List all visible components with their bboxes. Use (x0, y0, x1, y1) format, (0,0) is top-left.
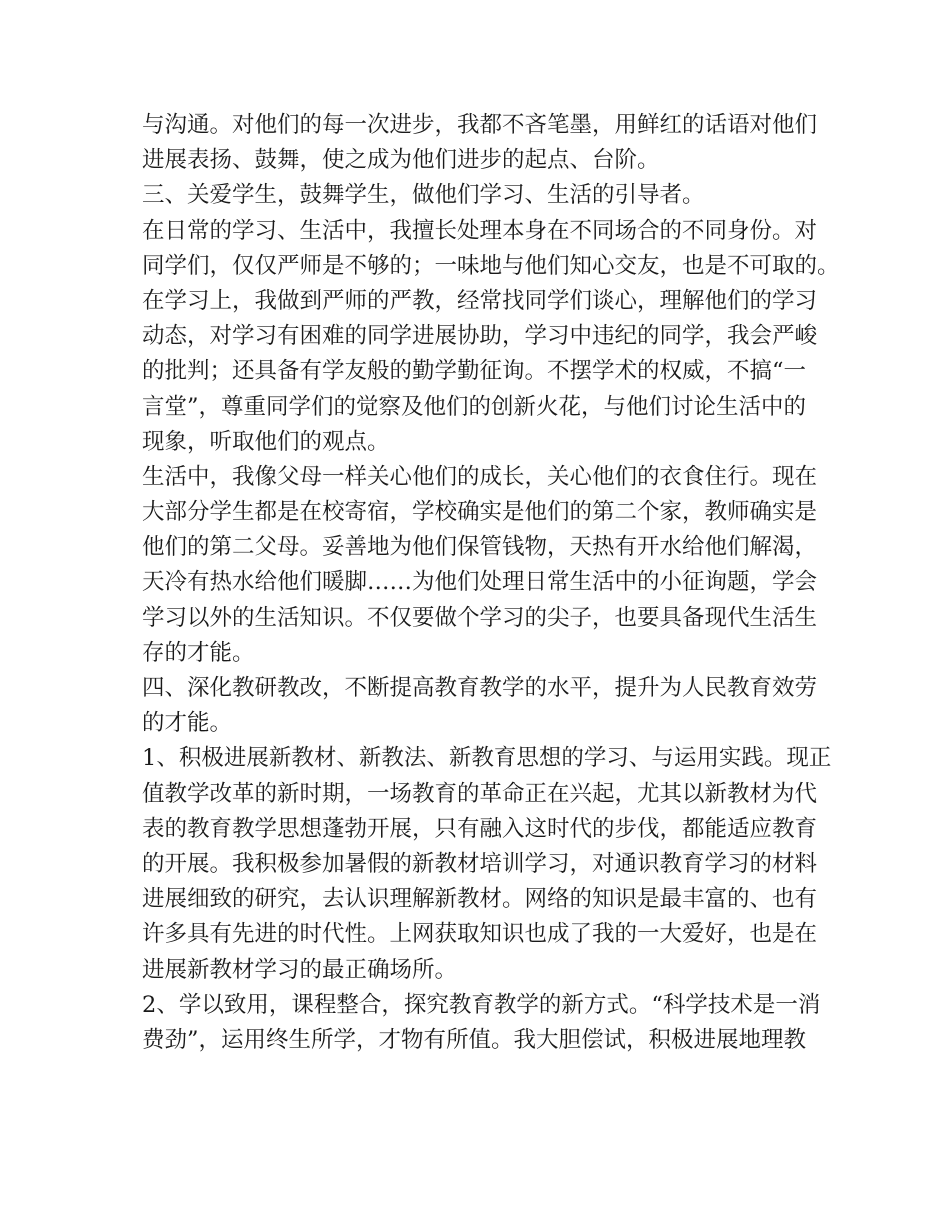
text-line: 的批判；还具备有学友般的勤学勤征询。不摆学术的权威，不搞“一 (142, 358, 807, 385)
text-line: 费劲”，运用终生所学，才物有所值。我大胆偿试，积极进展地理教 (142, 1026, 807, 1053)
text-line: 天冷有热水给他们暖脚……为他们处理日常生活中的小征询题，学会 (142, 569, 818, 596)
text-line: 在日常的学习、生活中，我擅长处理本身在不同场合的不同身份。对 (142, 217, 818, 244)
text-line: 学习以外的生活知识。不仅要做个学习的尖子，也要具备现代生活生 (142, 604, 818, 631)
text-line: 进展表扬、鼓舞，使之成为他们进步的起点、台阶。 (142, 147, 660, 174)
section-heading: 四、深化教研教改，不断提高教育教学的水平，提升为人民教育效劳 (142, 675, 818, 701)
text-line: 2、学以致用，课程整合，探究教育教学的新方式。“科学技术是一消 (142, 991, 821, 1018)
text-line: 大部分学生都是在校寄宿，学校确实是他们的第二个家，教师确实是 (142, 499, 818, 526)
text-line: 动态，对学习有困难的同学进展协助，学习中违纪的同学，我会严峻 (142, 323, 818, 350)
text-line: 他们的第二父母。妥善地为他们保管钱物，天热有开水给他们解渴， (142, 534, 818, 561)
text-line: 进展细致的研究，去认识理解新教材。网络的知识是最丰富的、也有 (142, 886, 818, 913)
text-line: 同学们，仅仅严师是不够的；一味地与他们知心交友，也是不可取的。 (142, 252, 840, 279)
section-heading: 的才能。 (142, 710, 233, 737)
text-line: 言堂”，尊重同学们的觉察及他们的创新火花，与他们讨论生活中的 (142, 393, 807, 420)
text-line: 表的教育教学思想蓬勃开展，只有融入这时代的步伐，都能适应教育 (142, 815, 818, 842)
section-heading: 三、关爱学生，鼓舞学生，做他们学习、生活的引导者。 (142, 182, 705, 209)
text-line: 生活中，我像父母一样关心他们的成长，关心他们的衣食住行。现在 (142, 463, 818, 490)
text-line: 现象，听取他们的观点。 (142, 428, 390, 455)
text-line: 1、积极进展新教材、新教法、新教育思想的学习、与运用实践。现正 (142, 745, 832, 772)
text-line: 的开展。我积极参加暑假的新教材培训学习，对通识教育学习的材料 (142, 850, 818, 877)
text-line: 在学习上，我做到严师的严教，经常找同学们谈心，理解他们的学习 (142, 287, 818, 314)
text-line: 值教学改革的新时期，一场教育的革命正在兴起，尤其以新教材为代 (142, 780, 818, 807)
text-line: 进展新教材学习的最正确场所。 (142, 956, 458, 983)
text-line: 许多具有先进的时代性。上网获取知识也成了我的一大爱好，也是在 (142, 921, 818, 948)
text-line: 存的才能。 (142, 639, 255, 666)
text-line: 与沟通。对他们的每一次进步，我都不吝笔墨，用鲜红的话语对他们 (142, 112, 818, 138)
body-text (142, 108, 840, 1058)
